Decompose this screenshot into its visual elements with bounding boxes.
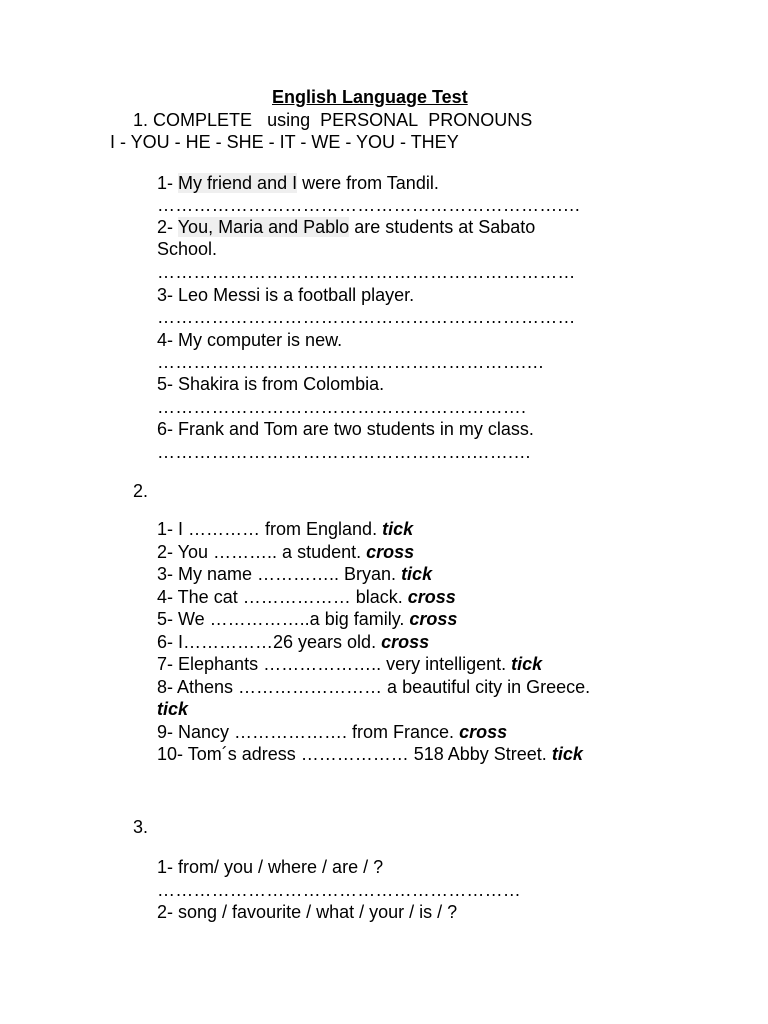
item-text: 2- You ……….. a student. — [157, 542, 367, 562]
section1-number: 1. — [133, 110, 149, 130]
s1-item-2-continuation: School. — [157, 239, 218, 259]
s1-item-2-blank: …………………………………………………………… — [157, 262, 576, 282]
s1-item-1-blank: ………………………………………………………….… — [157, 195, 581, 215]
item-number: 5- — [157, 374, 174, 394]
section1-word-pronouns: PRONOUNS — [428, 110, 533, 130]
s1-item-2 — [157, 216, 535, 239]
item-number: 1- — [157, 173, 174, 193]
s2-item-2 — [157, 541, 414, 564]
s1-item-4 — [157, 329, 342, 352]
s1-item-1 — [157, 172, 439, 195]
pronoun-list: I - YOU - HE - SHE - IT - WE - YOU - THEY — [110, 132, 459, 152]
section3-heading: 3. — [133, 817, 149, 837]
item-text: 1- I ………… from England. — [157, 519, 383, 539]
s2-item-10 — [157, 743, 583, 766]
cross-mark: cross — [366, 542, 415, 562]
item-text: Leo Messi is a football player. — [178, 285, 415, 305]
s2-item-4 — [157, 586, 456, 609]
item-number: 3- — [157, 285, 174, 305]
item-text: 6- I……………26 years old. — [157, 632, 382, 652]
item-text: 10- Tom´s adress ……………… 518 Abby Street. — [157, 744, 552, 764]
s1-item-6 — [157, 418, 534, 441]
cross-mark: cross — [459, 722, 508, 742]
cross-mark: cross — [381, 632, 430, 652]
cross-mark: cross — [407, 587, 456, 607]
item-subject-highlight: You, Maria and Pablo — [177, 217, 350, 237]
s2-item-1 — [157, 518, 413, 541]
s3-item-1-blank: …………………………………………………… — [157, 880, 521, 900]
page-title: English Language Test — [272, 87, 468, 107]
section1-word-personal: PERSONAL — [320, 110, 419, 130]
s1-item-5 — [157, 373, 384, 396]
item-text: 3- My name ………….. Bryan. — [157, 564, 402, 584]
s2-item-6 — [157, 631, 429, 654]
s2-item-7 — [157, 653, 542, 676]
tick-mark: tick — [511, 654, 543, 674]
tick-mark: tick — [551, 744, 583, 764]
s2-item-9 — [157, 721, 507, 744]
item-text: 9- Nancy ………………. from France. — [157, 722, 460, 742]
section1-word-complete: COMPLETE — [153, 110, 253, 130]
tick-mark: tick — [382, 519, 414, 539]
s1-item-3-blank: …………………………………………………………… — [157, 307, 576, 327]
item-text: 5- We ……………..a big family. — [157, 609, 410, 629]
s1-item-3 — [157, 284, 414, 307]
cross-mark: cross — [409, 609, 458, 629]
item-number: 4- — [157, 330, 174, 350]
item-text: Frank and Tom are two students in my class. — [178, 419, 534, 439]
s1-item-5-blank: ……………………………………………………. — [157, 397, 527, 417]
item-text: were from Tandil. — [302, 173, 439, 193]
tick-mark: tick — [401, 564, 433, 584]
item-number: 2- — [157, 217, 174, 237]
s2-item-5 — [157, 608, 457, 631]
s3-item-2: 2- song / favourite / what / your / is / ? — [157, 902, 458, 922]
section1-word-using: using — [267, 110, 311, 130]
item-text: Shakira is from Colombia. — [178, 374, 385, 394]
s2-item-8 — [157, 676, 590, 699]
tick-mark: tick — [157, 699, 189, 719]
section1-heading — [133, 109, 532, 132]
item-subject-highlight: My friend and I — [178, 173, 298, 193]
s3-item-1: 1- from/ you / where / are / ? — [157, 857, 384, 877]
item-text: 7- Elephants ……………….. very intelligent. — [157, 654, 512, 674]
item-text: 4- The cat ……………… black. — [157, 587, 408, 607]
item-text: 8- Athens …………………… a beautiful city in Greece. — [157, 677, 591, 697]
s2-item-3 — [157, 563, 432, 586]
s1-item-4-blank: …………………………………………………….… — [157, 352, 545, 372]
item-text: are students at Sabato — [354, 217, 536, 237]
item-number: 6- — [157, 419, 174, 439]
s1-item-6-blank: …………………………………………….…….… — [157, 442, 532, 462]
section2-heading: 2. — [133, 481, 149, 501]
item-text: My computer is new. — [178, 330, 343, 350]
